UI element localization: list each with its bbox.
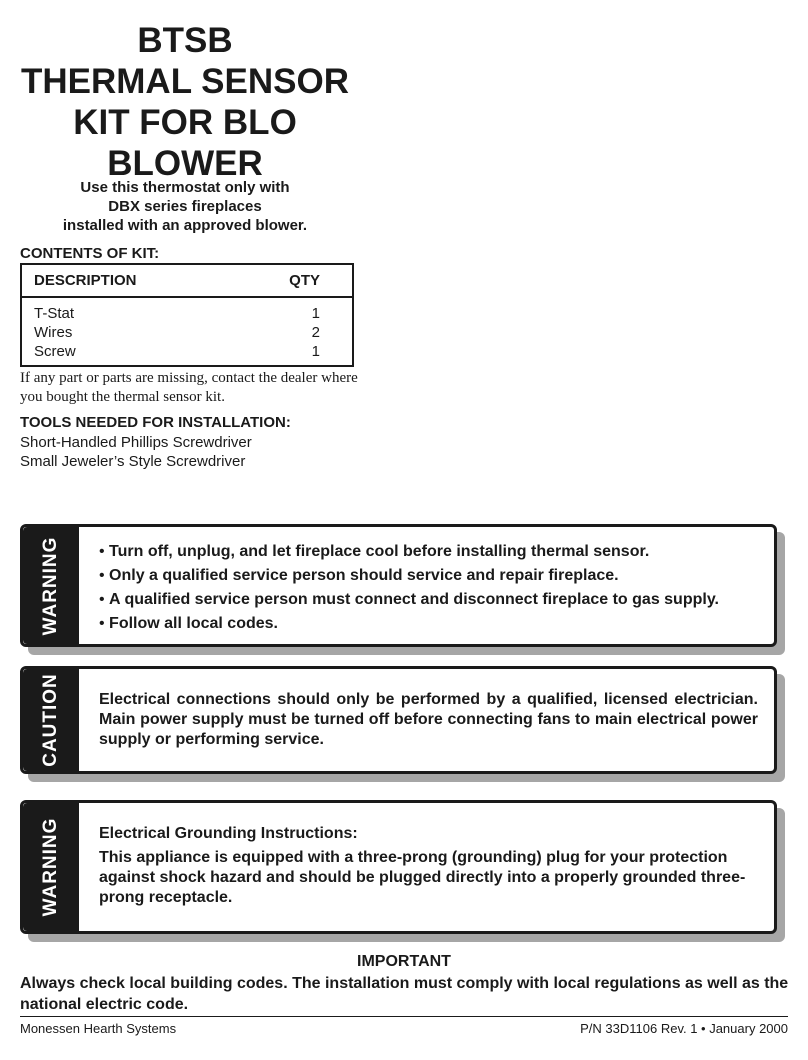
warning-box-safety [20, 524, 777, 647]
usage-note-line: installed with an approved blower. [62, 217, 308, 234]
box-panel [20, 800, 777, 934]
title-line: BLOWER [107, 144, 263, 183]
missing-parts-note: If any part or parts are missing, contact the dealer where you bought the thermal sensor kit. [20, 370, 358, 405]
table-row [21, 342, 353, 366]
caution-box [20, 666, 777, 774]
table-header-row [21, 264, 353, 297]
warning-item: • Follow all local codes. [99, 612, 758, 636]
contents-table [20, 263, 354, 367]
table-row [21, 323, 353, 342]
tool-item: Short-Handled Phillips Screwdriver [20, 434, 252, 451]
caution-text: Electrical connections should only be performed by a qualified, licensed electrician. Main power supply must be turned off before connecting fans to main electrical power supply or performing service. [99, 691, 758, 748]
warning-label: WARNING [40, 817, 61, 917]
item-qty: 2 [311, 324, 320, 341]
important-text: Always check local building codes. The installation must comply with local regulations as well as the national electric code. [20, 975, 789, 1013]
warning-content [99, 540, 758, 636]
caution-label: CAUTION [40, 673, 61, 767]
title-line: BTSB [137, 21, 233, 60]
warning-label: WARNING [40, 536, 61, 635]
warning-item: • Only a qualified service person should service and repair fireplace. [99, 564, 758, 588]
item-qty: 1 [311, 343, 320, 360]
tools-heading: TOOLS NEEDED FOR INSTALLATION: [20, 414, 291, 431]
document-title [10, 20, 360, 184]
usage-note [10, 178, 360, 235]
warning-box-grounding [20, 800, 777, 934]
box-panel [20, 524, 777, 647]
footer-company: Monessen Hearth Systems [20, 1021, 177, 1036]
item-description: Wires [34, 324, 73, 341]
warning-label-tab [23, 803, 79, 931]
tool-item: Small Jeweler’s Style Screwdriver [20, 453, 246, 470]
column-header-qty: QTY [229, 264, 353, 297]
important-heading: IMPORTANT [357, 953, 451, 970]
item-description: Screw [34, 343, 76, 360]
warning-item: • A qualified service person must connect and disconnect fireplace to gas supply. [99, 588, 758, 612]
title-line: THERMAL SENSOR [21, 62, 349, 101]
table-row [21, 297, 353, 323]
item-qty: 1 [311, 305, 320, 322]
usage-note-line: DBX series fireplaces [108, 198, 262, 215]
box-panel [20, 666, 777, 774]
grounding-text: This appliance is equipped with a three-prong (grounding) plug for your protection against shock hazard and should be plugged directly into a properly grounded three-prong receptacle. [99, 849, 746, 906]
warning-item: • Turn off, unplug, and let fireplace cool before installing thermal sensor. [99, 540, 758, 564]
tools-list [20, 433, 252, 471]
warning-label-tab [23, 527, 79, 644]
grounding-content [99, 824, 758, 908]
title-line: KIT FOR BLO [73, 103, 297, 142]
column-header-description: DESCRIPTION [21, 264, 229, 297]
grounding-heading: Electrical Grounding Instructions: [99, 825, 358, 842]
footer-divider [20, 1016, 788, 1017]
caution-label-tab [23, 669, 79, 771]
footer-part-number: P/N 33D1106 Rev. 1 • January 2000 [580, 1021, 788, 1036]
contents-heading: CONTENTS OF KIT: [20, 245, 160, 262]
item-description: T-Stat [34, 305, 75, 322]
usage-note-line: Use this thermostat only with [80, 179, 290, 196]
